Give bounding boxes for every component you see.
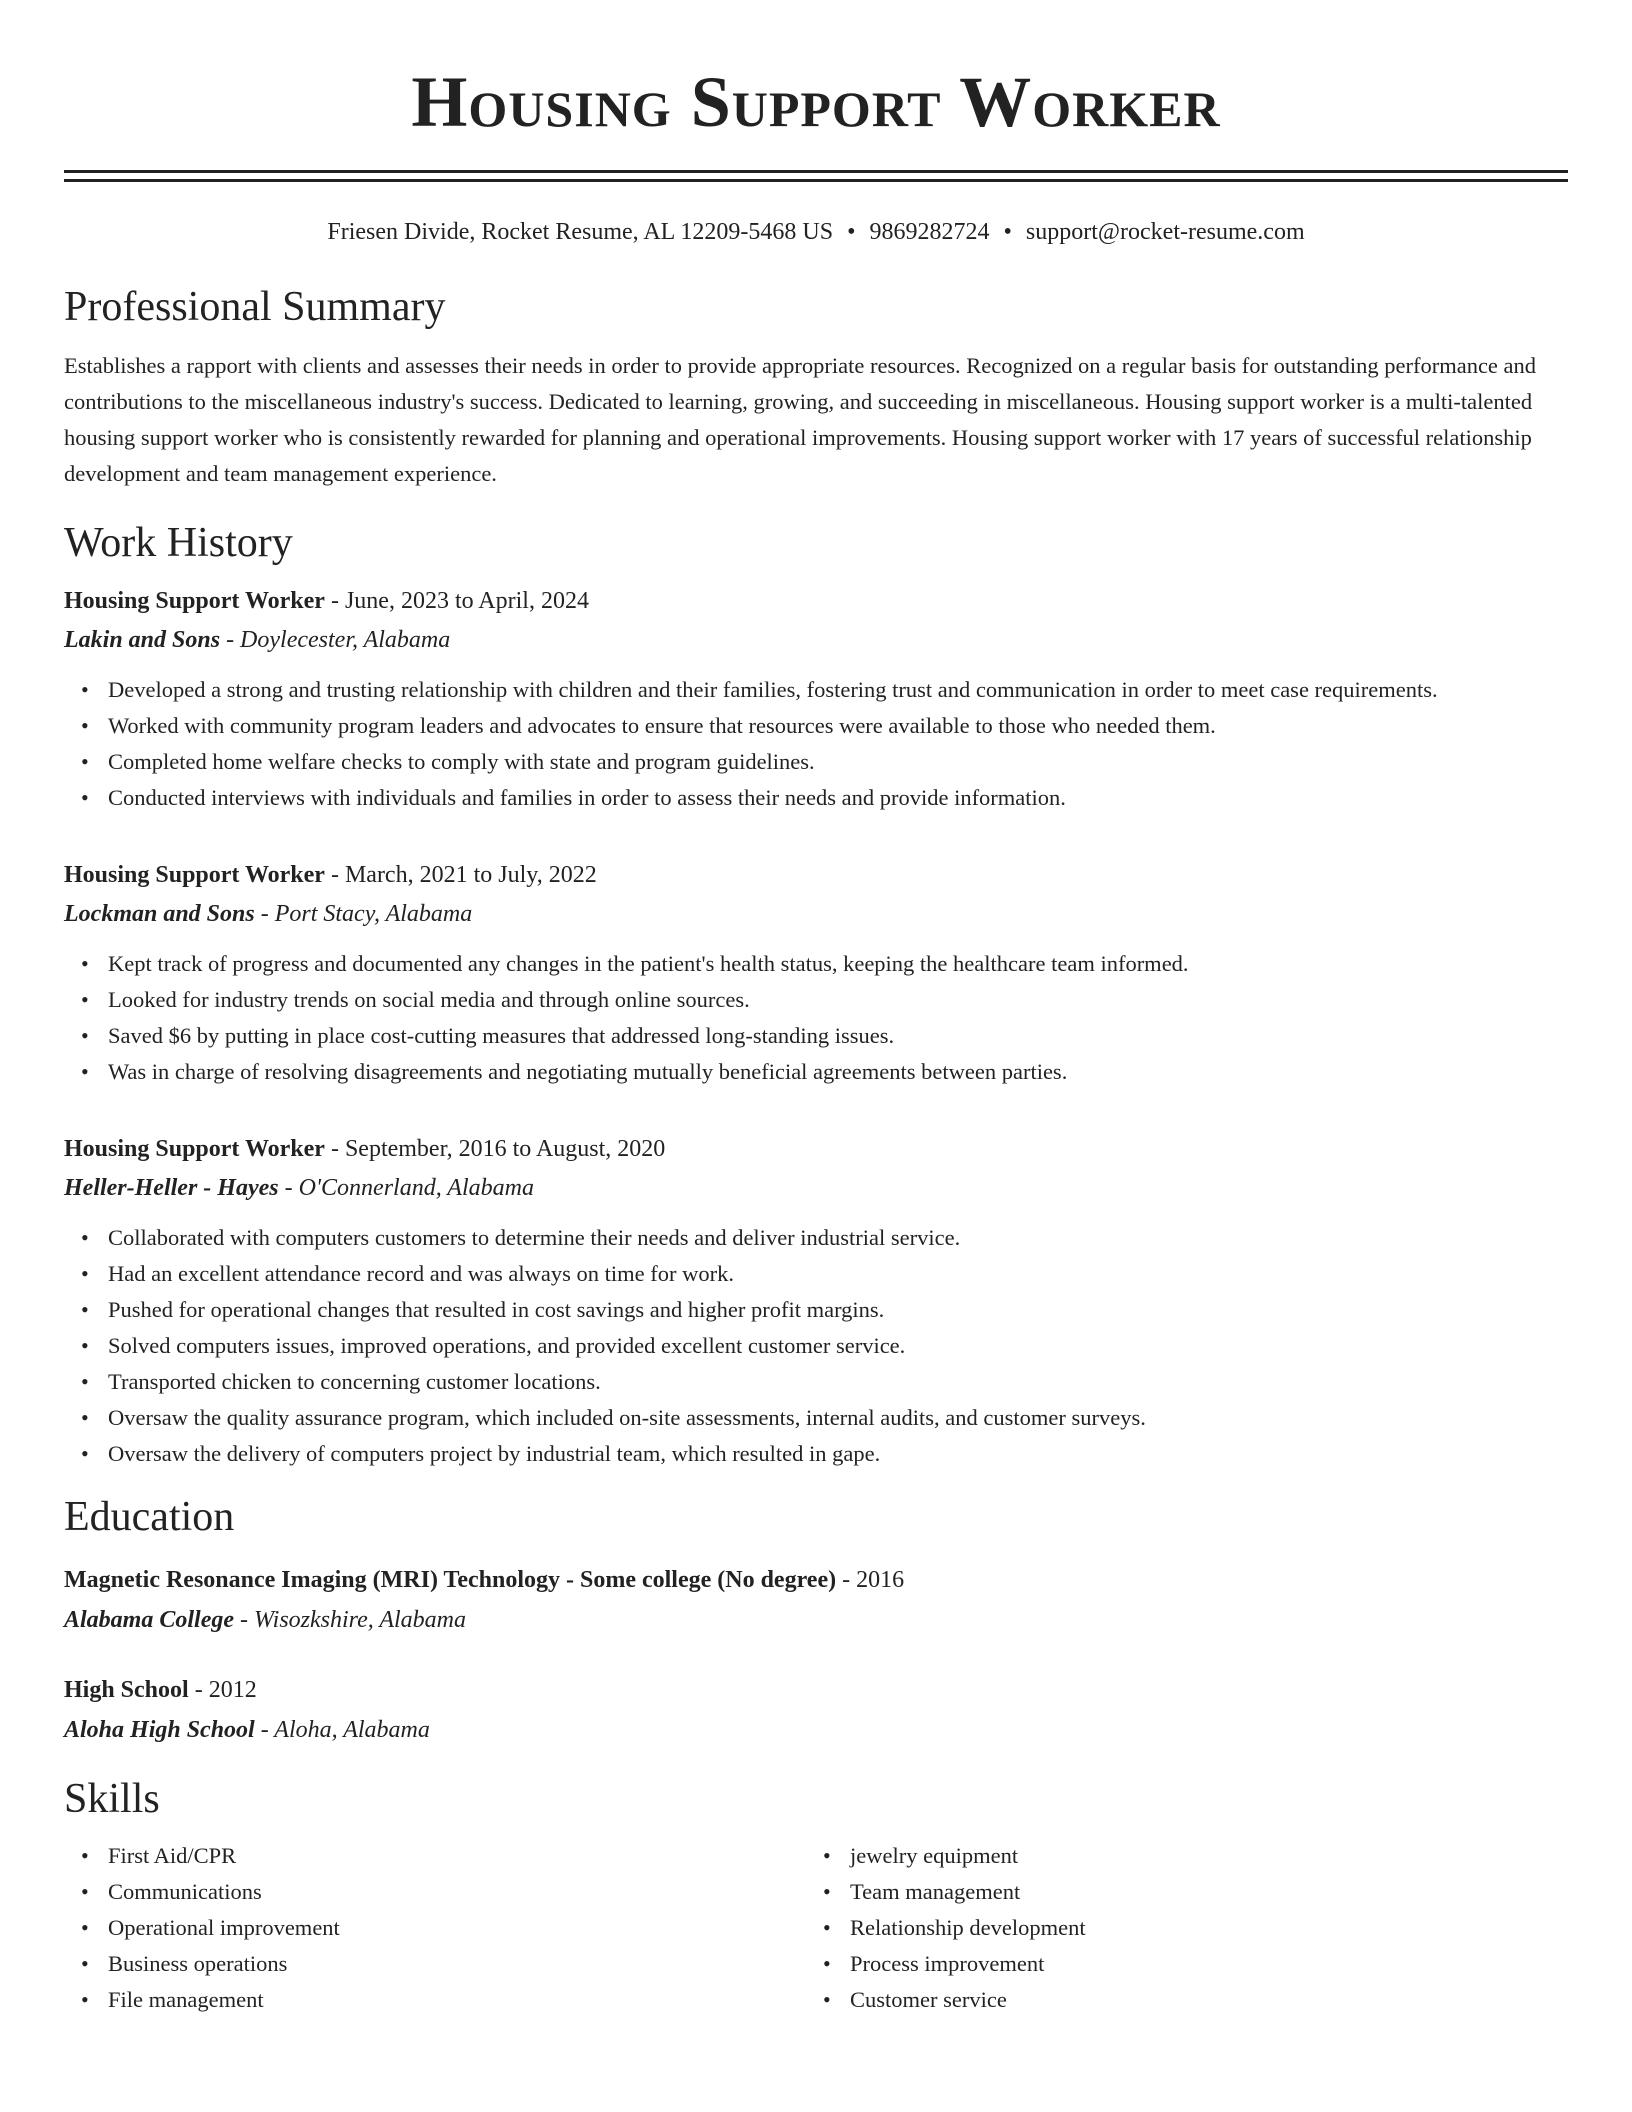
summary-heading: Professional Summary xyxy=(64,284,446,330)
work-history-heading: Work History xyxy=(64,520,293,566)
list-item: • Solved computers issues, improved operations, and provided excellent customer service. xyxy=(108,1328,1568,1364)
list-item: • Pushed for operational changes that resulted in cost savings and higher profit margins. xyxy=(108,1292,1568,1328)
list-item: • Was in charge of resolving disagreements and negotiating mutually beneficial agreements between parties. xyxy=(108,1054,1568,1090)
job-company: Heller-Heller - Hayes xyxy=(64,1175,279,1201)
divider-line-bottom xyxy=(64,179,1568,182)
list-item: • Team management xyxy=(850,1874,1548,1910)
job-dates: - March, 2021 to July, 2022 xyxy=(324,862,597,888)
summary-text: Establishes a rapport with clients and assesses their needs in order to provide appropriate resources. Recognized on a regular basis for outstanding performance and contributions to the miscellaneous industry's success. Dedicated to learning, growing, and succeeding in miscellaneous. Housing support worker is a multi-talented housing support worker who is consistently rewarded for planning and operational improvements. Housing support worker with 17 years of successful relationship development and team management experience. xyxy=(64,353,1537,486)
list-item: • Communications xyxy=(108,1874,806,1910)
job-header xyxy=(64,856,1568,894)
education-heading: Education xyxy=(64,1494,235,1540)
list-item: • Process improvement xyxy=(850,1946,1548,1982)
list-item: • Transported chicken to concerning customer locations. xyxy=(108,1364,1568,1400)
list-item: • Collaborated with computers customers to determine their needs and deliver industrial service. xyxy=(108,1220,1568,1256)
job-duties xyxy=(64,1220,1568,1472)
education-location: - Wisozkshire, Alabama xyxy=(234,1607,466,1633)
job-entry xyxy=(64,1130,1568,1472)
list-item: • Operational improvement xyxy=(108,1910,806,1946)
list-item: • Customer service xyxy=(850,1982,1548,2018)
job-role: Housing Support Worker xyxy=(64,588,325,614)
list-item: • Saved $6 by putting in place cost-cutting measures that addressed long-standing issues. xyxy=(108,1018,1568,1054)
list-item: • Worked with community program leaders and advocates to ensure that resources were available to those who needed them. xyxy=(108,708,1568,744)
job-place xyxy=(64,1168,1568,1208)
education-entry xyxy=(64,1560,1568,1640)
contact-email: support@rocket-resume.com xyxy=(1025,219,1305,245)
list-item: • Oversaw the delivery of computers project by industrial team, which resulted in gape. xyxy=(108,1436,1568,1472)
job-dates: - September, 2016 to August, 2020 xyxy=(324,1136,666,1162)
divider-line-top xyxy=(64,170,1568,173)
title-divider xyxy=(64,170,1568,182)
contact-separator: • xyxy=(1003,219,1012,245)
education-place xyxy=(64,1600,1568,1640)
list-item: • Business operations xyxy=(108,1946,806,1982)
job-entry xyxy=(64,582,1568,816)
job-duties xyxy=(64,946,1568,1090)
list-item: • Had an excellent attendance record and was always on time for work. xyxy=(108,1256,1568,1292)
job-place xyxy=(64,620,1568,660)
list-item: • First Aid/CPR xyxy=(108,1838,806,1874)
education-header xyxy=(64,1670,1568,1710)
contact-separator: • xyxy=(847,219,856,245)
skills-heading: Skills xyxy=(64,1776,160,1822)
job-entry xyxy=(64,856,1568,1090)
education-place xyxy=(64,1710,1568,1750)
job-duties xyxy=(64,672,1568,816)
list-item: • jewelry equipment xyxy=(850,1838,1548,1874)
list-item: • Looked for industry trends on social media and through online sources. xyxy=(108,982,1568,1018)
job-location: - O'Connerland, Alabama xyxy=(278,1175,534,1201)
job-place xyxy=(64,894,1568,934)
list-item: • Relationship development xyxy=(850,1910,1548,1946)
job-role: Housing Support Worker xyxy=(64,862,325,888)
education-school: Aloha High School xyxy=(64,1717,255,1743)
list-item: • File management xyxy=(108,1982,806,2018)
education-year: - 2012 xyxy=(188,1677,257,1703)
education-degree: High School xyxy=(64,1677,189,1703)
list-item: • Completed home welfare checks to comply with state and program guidelines. xyxy=(108,744,1568,780)
resume-title: Housing Support Worker xyxy=(411,62,1221,142)
job-company: Lockman and Sons xyxy=(64,901,255,927)
skills-column-right xyxy=(806,1838,1548,2018)
list-item: • Conducted interviews with individuals and families in order to assess their needs and provide information. xyxy=(108,780,1568,816)
list-item: • Kept track of progress and documented any changes in the patient's health status, keeping the healthcare team informed. xyxy=(108,946,1568,982)
resume-page xyxy=(64,0,1568,2018)
contact-phone: 9869282724 xyxy=(869,219,990,245)
contact-address: Friesen Divide, Rocket Resume, AL 12209-5468 US xyxy=(327,219,834,245)
list-item: • Oversaw the quality assurance program, which included on-site assessments, internal audits, and customer surveys. xyxy=(108,1400,1568,1436)
education-location: - Aloha, Alabama xyxy=(254,1717,430,1743)
skills-columns xyxy=(64,1838,1568,2018)
education-degree: Magnetic Resonance Imaging (MRI) Technology - Some college (No degree) xyxy=(64,1567,837,1593)
contact-line xyxy=(64,216,1568,248)
job-header xyxy=(64,1130,1568,1168)
job-header xyxy=(64,582,1568,620)
education-year: - 2016 xyxy=(836,1567,905,1593)
job-location: - Port Stacy, Alabama xyxy=(254,901,473,927)
education-school: Alabama College xyxy=(64,1607,234,1633)
job-dates: - June, 2023 to April, 2024 xyxy=(324,588,589,614)
education-header xyxy=(64,1560,1568,1600)
skills-column-left xyxy=(64,1838,806,2018)
job-location: - Doylecester, Alabama xyxy=(220,627,451,653)
education-entry xyxy=(64,1670,1568,1750)
job-role: Housing Support Worker xyxy=(64,1136,325,1162)
job-company: Lakin and Sons xyxy=(64,627,221,653)
list-item: • Developed a strong and trusting relationship with children and their families, fostering trust and communication in order to meet case requirements. xyxy=(108,672,1568,708)
